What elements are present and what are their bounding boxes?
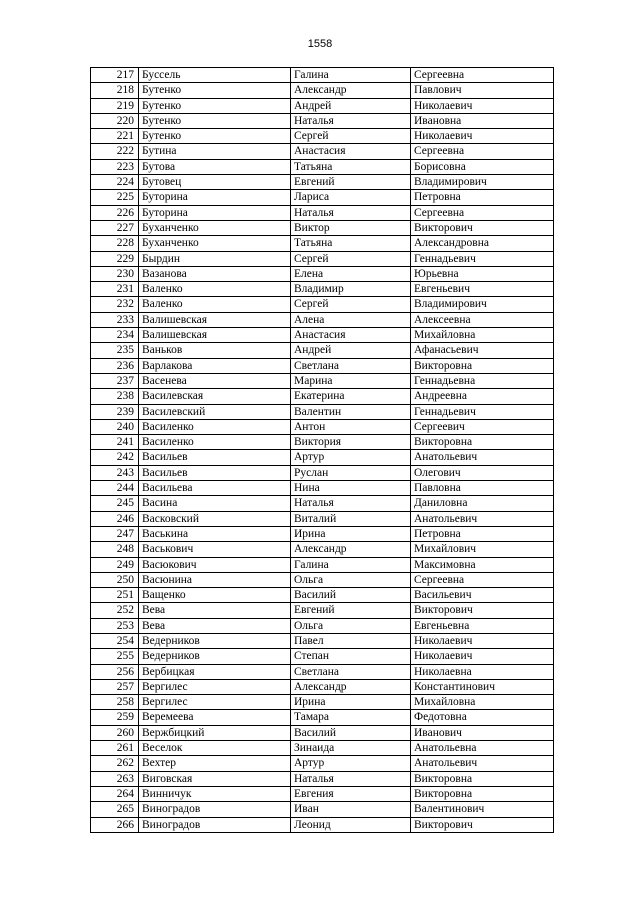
- row-number-cell: 238: [91, 389, 139, 404]
- table-row: [91, 389, 554, 404]
- row-number-cell: 263: [91, 771, 139, 786]
- patronymic-cell: Владимирович: [411, 297, 554, 312]
- row-number-cell: 251: [91, 588, 139, 603]
- patronymic-cell: Михайловна: [411, 328, 554, 343]
- last-name-cell: Валенко: [139, 297, 291, 312]
- last-name-cell: Веремеева: [139, 710, 291, 725]
- first-name-cell: Наталья: [291, 771, 411, 786]
- table-row: [91, 465, 554, 480]
- row-number-cell: 239: [91, 404, 139, 419]
- table-row: [91, 175, 554, 190]
- row-number-cell: 242: [91, 450, 139, 465]
- last-name-cell: Васенева: [139, 373, 291, 388]
- patronymic-cell: Викторовна: [411, 358, 554, 373]
- row-number-cell: 254: [91, 633, 139, 648]
- patronymic-cell: Даниловна: [411, 496, 554, 511]
- table-row: [91, 129, 554, 144]
- first-name-cell: Марина: [291, 373, 411, 388]
- last-name-cell: Васковский: [139, 511, 291, 526]
- table-row: [91, 113, 554, 128]
- table-row: [91, 190, 554, 205]
- table-row: [91, 297, 554, 312]
- table-row: [91, 220, 554, 235]
- first-name-cell: Евгений: [291, 603, 411, 618]
- table-row: [91, 771, 554, 786]
- table-row: [91, 557, 554, 572]
- last-name-cell: Бутенко: [139, 129, 291, 144]
- row-number-cell: 246: [91, 511, 139, 526]
- last-name-cell: Бырдин: [139, 251, 291, 266]
- table-row: [91, 741, 554, 756]
- row-number-cell: 231: [91, 282, 139, 297]
- row-number-cell: 253: [91, 618, 139, 633]
- patronymic-cell: Алексеевна: [411, 312, 554, 327]
- row-number-cell: 250: [91, 572, 139, 587]
- patronymic-cell: Владимирович: [411, 175, 554, 190]
- last-name-cell: Вехтер: [139, 756, 291, 771]
- table-row: [91, 679, 554, 694]
- table-row: [91, 328, 554, 343]
- patronymic-cell: Геннадьевич: [411, 251, 554, 266]
- row-number-cell: 240: [91, 419, 139, 434]
- row-number-cell: 256: [91, 664, 139, 679]
- first-name-cell: Елена: [291, 266, 411, 281]
- row-number-cell: 247: [91, 526, 139, 541]
- first-name-cell: Александр: [291, 83, 411, 98]
- first-name-cell: Галина: [291, 68, 411, 83]
- row-number-cell: 261: [91, 741, 139, 756]
- first-name-cell: Сергей: [291, 297, 411, 312]
- first-name-cell: Екатерина: [291, 389, 411, 404]
- first-name-cell: Галина: [291, 557, 411, 572]
- row-number-cell: 228: [91, 236, 139, 251]
- table-row: [91, 511, 554, 526]
- patronymic-cell: Анатольевна: [411, 741, 554, 756]
- row-number-cell: 249: [91, 557, 139, 572]
- first-name-cell: Тамара: [291, 710, 411, 725]
- first-name-cell: Валентин: [291, 404, 411, 419]
- patronymic-cell: Александровна: [411, 236, 554, 251]
- table-row: [91, 526, 554, 541]
- first-name-cell: Наталья: [291, 496, 411, 511]
- first-name-cell: Наталья: [291, 113, 411, 128]
- last-name-cell: Василенко: [139, 419, 291, 434]
- last-name-cell: Бутина: [139, 144, 291, 159]
- table-row: [91, 312, 554, 327]
- patronymic-cell: Викторович: [411, 220, 554, 235]
- last-name-cell: Вербицкая: [139, 664, 291, 679]
- table-row: [91, 633, 554, 648]
- patronymic-cell: Николаевич: [411, 129, 554, 144]
- last-name-cell: Ведерников: [139, 649, 291, 664]
- table-row: [91, 236, 554, 251]
- table-row: [91, 618, 554, 633]
- last-name-cell: Васькович: [139, 542, 291, 557]
- patronymic-cell: Юрьевна: [411, 266, 554, 281]
- last-name-cell: Валишевская: [139, 328, 291, 343]
- row-number-cell: 257: [91, 679, 139, 694]
- patronymic-cell: Николаевич: [411, 633, 554, 648]
- row-number-cell: 227: [91, 220, 139, 235]
- table-row: [91, 664, 554, 679]
- last-name-cell: Валишевская: [139, 312, 291, 327]
- row-number-cell: 217: [91, 68, 139, 83]
- row-number-cell: 248: [91, 542, 139, 557]
- first-name-cell: Зинаида: [291, 741, 411, 756]
- last-name-cell: Валенко: [139, 282, 291, 297]
- row-number-cell: 223: [91, 159, 139, 174]
- table-row: [91, 786, 554, 801]
- row-number-cell: 244: [91, 481, 139, 496]
- first-name-cell: Татьяна: [291, 159, 411, 174]
- first-name-cell: Артур: [291, 450, 411, 465]
- row-number-cell: 232: [91, 297, 139, 312]
- first-name-cell: Алена: [291, 312, 411, 327]
- patronymic-cell: Михайлович: [411, 542, 554, 557]
- patronymic-cell: Федотовна: [411, 710, 554, 725]
- last-name-cell: Вергилес: [139, 695, 291, 710]
- table-row: [91, 83, 554, 98]
- row-number-cell: 226: [91, 205, 139, 220]
- table-row: [91, 373, 554, 388]
- patronymic-cell: Сергеевна: [411, 144, 554, 159]
- first-name-cell: Виктор: [291, 220, 411, 235]
- last-name-cell: Бутенко: [139, 98, 291, 113]
- last-name-cell: Буссель: [139, 68, 291, 83]
- last-name-cell: Вева: [139, 618, 291, 633]
- last-name-cell: Васильев: [139, 450, 291, 465]
- table-row: [91, 251, 554, 266]
- last-name-cell: Василевский: [139, 404, 291, 419]
- last-name-cell: Виноградов: [139, 817, 291, 832]
- last-name-cell: Ващенко: [139, 588, 291, 603]
- patronymic-cell: Борисовна: [411, 159, 554, 174]
- row-number-cell: 235: [91, 343, 139, 358]
- table-row: [91, 358, 554, 373]
- first-name-cell: Руслан: [291, 465, 411, 480]
- last-name-cell: Виноградов: [139, 802, 291, 817]
- first-name-cell: Виталий: [291, 511, 411, 526]
- first-name-cell: Нина: [291, 481, 411, 496]
- first-name-cell: Сергей: [291, 129, 411, 144]
- patronymic-cell: Константинович: [411, 679, 554, 694]
- patronymic-cell: Викторовна: [411, 786, 554, 801]
- row-number-cell: 245: [91, 496, 139, 511]
- first-name-cell: Евгения: [291, 786, 411, 801]
- patronymic-cell: Викторович: [411, 817, 554, 832]
- last-name-cell: Васина: [139, 496, 291, 511]
- patronymic-cell: Анатольевич: [411, 511, 554, 526]
- last-name-cell: Варлакова: [139, 358, 291, 373]
- patronymic-cell: Петровна: [411, 526, 554, 541]
- last-name-cell: Бутенко: [139, 113, 291, 128]
- table-row: [91, 542, 554, 557]
- last-name-cell: Буханченко: [139, 236, 291, 251]
- table-row: [91, 496, 554, 511]
- patronymic-cell: Викторовна: [411, 435, 554, 450]
- first-name-cell: Татьяна: [291, 236, 411, 251]
- table-row: [91, 725, 554, 740]
- first-name-cell: Сергей: [291, 251, 411, 266]
- first-name-cell: Евгений: [291, 175, 411, 190]
- patronymic-cell: Николаевич: [411, 98, 554, 113]
- patronymic-cell: Павловна: [411, 481, 554, 496]
- patronymic-cell: Геннадьевна: [411, 373, 554, 388]
- page-number: 1558: [307, 38, 333, 50]
- row-number-cell: 259: [91, 710, 139, 725]
- last-name-cell: Васильев: [139, 465, 291, 480]
- first-name-cell: Ольга: [291, 572, 411, 587]
- table-row: [91, 435, 554, 450]
- last-name-cell: Винничук: [139, 786, 291, 801]
- last-name-cell: Вержбицкий: [139, 725, 291, 740]
- last-name-cell: Вергилес: [139, 679, 291, 694]
- table-row: [91, 450, 554, 465]
- first-name-cell: Павел: [291, 633, 411, 648]
- row-number-cell: 221: [91, 129, 139, 144]
- table-row: [91, 817, 554, 832]
- patronymic-cell: Сергеевна: [411, 572, 554, 587]
- last-name-cell: Василенко: [139, 435, 291, 450]
- table-row: [91, 343, 554, 358]
- row-number-cell: 266: [91, 817, 139, 832]
- last-name-cell: Ваньков: [139, 343, 291, 358]
- table-row: [91, 404, 554, 419]
- table-row: [91, 756, 554, 771]
- last-name-cell: Бутенко: [139, 83, 291, 98]
- last-name-cell: Васькина: [139, 526, 291, 541]
- row-number-cell: 219: [91, 98, 139, 113]
- first-name-cell: Антон: [291, 419, 411, 434]
- row-number-cell: 237: [91, 373, 139, 388]
- first-name-cell: Артур: [291, 756, 411, 771]
- first-name-cell: Степан: [291, 649, 411, 664]
- row-number-cell: 241: [91, 435, 139, 450]
- table-row: [91, 159, 554, 174]
- first-name-cell: Александр: [291, 679, 411, 694]
- last-name-cell: Васюкович: [139, 557, 291, 572]
- patronymic-cell: Ивановна: [411, 113, 554, 128]
- table-row: [91, 603, 554, 618]
- first-name-cell: Светлана: [291, 358, 411, 373]
- first-name-cell: Иван: [291, 802, 411, 817]
- patronymic-cell: Анатольевич: [411, 450, 554, 465]
- row-number-cell: 220: [91, 113, 139, 128]
- patronymic-cell: Викторович: [411, 603, 554, 618]
- table-row: [91, 68, 554, 83]
- row-number-cell: 225: [91, 190, 139, 205]
- last-name-cell: Бутова: [139, 159, 291, 174]
- table-row: [91, 710, 554, 725]
- row-number-cell: 233: [91, 312, 139, 327]
- row-number-cell: 265: [91, 802, 139, 817]
- patronymic-cell: Николаевна: [411, 664, 554, 679]
- first-name-cell: Ирина: [291, 526, 411, 541]
- last-name-cell: Ведерников: [139, 633, 291, 648]
- patronymic-cell: Геннадьевич: [411, 404, 554, 419]
- last-name-cell: Вева: [139, 603, 291, 618]
- name-list-table: [90, 67, 554, 833]
- first-name-cell: Леонид: [291, 817, 411, 832]
- last-name-cell: Бутовец: [139, 175, 291, 190]
- first-name-cell: Анастасия: [291, 328, 411, 343]
- first-name-cell: Владимир: [291, 282, 411, 297]
- table-row: [91, 144, 554, 159]
- row-number-cell: 229: [91, 251, 139, 266]
- last-name-cell: Буторина: [139, 205, 291, 220]
- patronymic-cell: Анатольевич: [411, 756, 554, 771]
- table-row: [91, 572, 554, 587]
- first-name-cell: Василий: [291, 588, 411, 603]
- name-list-body: [91, 68, 554, 833]
- table-row: [91, 588, 554, 603]
- table-row: [91, 98, 554, 113]
- patronymic-cell: Николаевич: [411, 649, 554, 664]
- row-number-cell: 222: [91, 144, 139, 159]
- patronymic-cell: Петровна: [411, 190, 554, 205]
- table-row: [91, 282, 554, 297]
- row-number-cell: 262: [91, 756, 139, 771]
- first-name-cell: Наталья: [291, 205, 411, 220]
- row-number-cell: 252: [91, 603, 139, 618]
- patronymic-cell: Сергеевич: [411, 419, 554, 434]
- table-row: [91, 649, 554, 664]
- first-name-cell: Андрей: [291, 343, 411, 358]
- row-number-cell: 264: [91, 786, 139, 801]
- patronymic-cell: Павлович: [411, 83, 554, 98]
- row-number-cell: 258: [91, 695, 139, 710]
- table-row: [91, 419, 554, 434]
- last-name-cell: Веселок: [139, 741, 291, 756]
- table-row: [91, 695, 554, 710]
- first-name-cell: Андрей: [291, 98, 411, 113]
- last-name-cell: Вазанова: [139, 266, 291, 281]
- row-number-cell: 230: [91, 266, 139, 281]
- first-name-cell: Александр: [291, 542, 411, 557]
- patronymic-cell: Михайловна: [411, 695, 554, 710]
- table-row: [91, 266, 554, 281]
- patronymic-cell: Иванович: [411, 725, 554, 740]
- patronymic-cell: Олегович: [411, 465, 554, 480]
- row-number-cell: 243: [91, 465, 139, 480]
- row-number-cell: 255: [91, 649, 139, 664]
- row-number-cell: 260: [91, 725, 139, 740]
- row-number-cell: 234: [91, 328, 139, 343]
- patronymic-cell: Максимовна: [411, 557, 554, 572]
- patronymic-cell: Викторовна: [411, 771, 554, 786]
- last-name-cell: Василевская: [139, 389, 291, 404]
- first-name-cell: Анастасия: [291, 144, 411, 159]
- patronymic-cell: Васильевич: [411, 588, 554, 603]
- last-name-cell: Васильева: [139, 481, 291, 496]
- row-number-cell: 218: [91, 83, 139, 98]
- patronymic-cell: Сергеевна: [411, 68, 554, 83]
- last-name-cell: Буторина: [139, 190, 291, 205]
- first-name-cell: Виктория: [291, 435, 411, 450]
- first-name-cell: Ирина: [291, 695, 411, 710]
- table-row: [91, 802, 554, 817]
- table-row: [91, 205, 554, 220]
- table-row: [91, 481, 554, 496]
- patronymic-cell: Афанасьевич: [411, 343, 554, 358]
- first-name-cell: Ольга: [291, 618, 411, 633]
- first-name-cell: Василий: [291, 725, 411, 740]
- patronymic-cell: Андреевна: [411, 389, 554, 404]
- patronymic-cell: Валентинович: [411, 802, 554, 817]
- patronymic-cell: Евгеньевич: [411, 282, 554, 297]
- last-name-cell: Буханченко: [139, 220, 291, 235]
- row-number-cell: 224: [91, 175, 139, 190]
- last-name-cell: Виговская: [139, 771, 291, 786]
- first-name-cell: Лариса: [291, 190, 411, 205]
- patronymic-cell: Евгеньевна: [411, 618, 554, 633]
- patronymic-cell: Сергеевна: [411, 205, 554, 220]
- first-name-cell: Светлана: [291, 664, 411, 679]
- row-number-cell: 236: [91, 358, 139, 373]
- last-name-cell: Васюнина: [139, 572, 291, 587]
